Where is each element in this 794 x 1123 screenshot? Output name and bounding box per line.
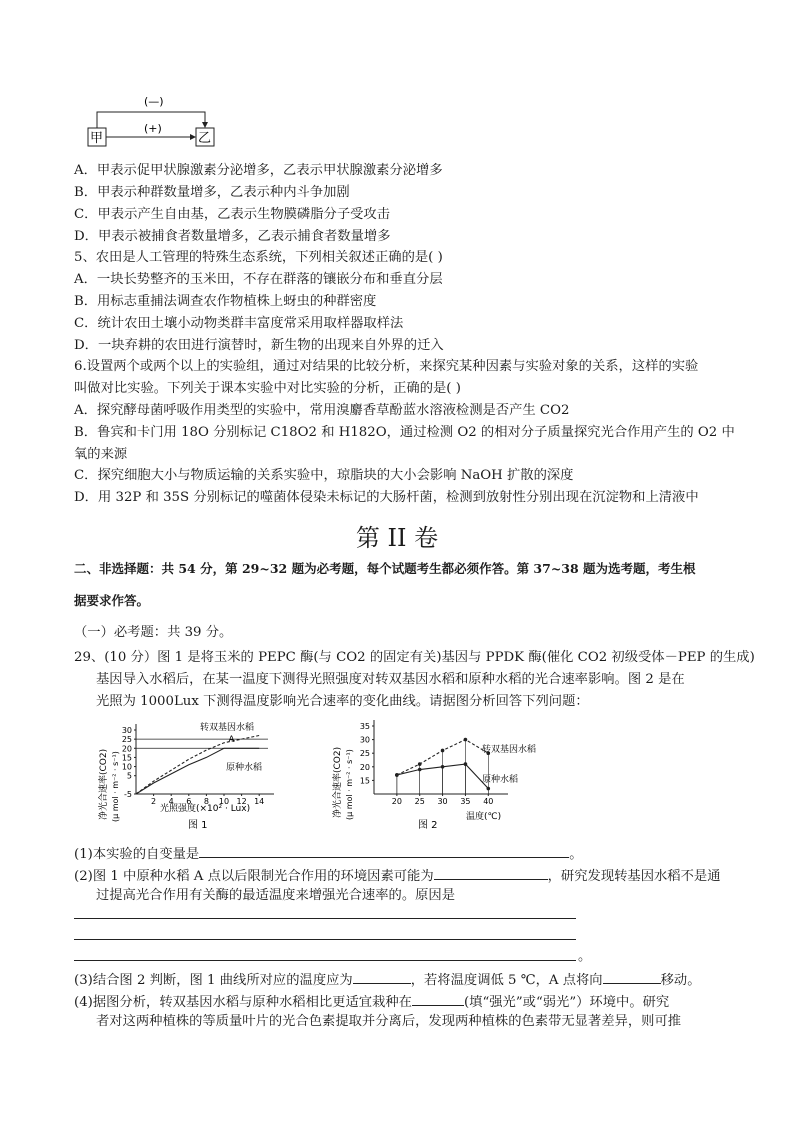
q4-option-d: D．甲表示被捕食者数量增多，乙表示捕食者数量增多 bbox=[74, 229, 391, 244]
y-tick-label: 15 bbox=[121, 753, 132, 763]
q29-stem-1: 29、(10 分）图 1 是将玉米的 PEPC 酶(与 CO2 的固定有关)基因与 PPDK 酶(催化 CO2 初级受体－PEP 的生成) bbox=[74, 650, 755, 665]
y-tick-label: 20 bbox=[359, 762, 370, 772]
x-tick-label: 4 bbox=[168, 797, 174, 806]
x-tick-label: 25 bbox=[414, 797, 425, 806]
q4-option-b: B．甲表示种群数量增多，乙表示种内斗争加剧 bbox=[74, 185, 350, 200]
fig2-xlabel: 温度(℃) bbox=[466, 812, 502, 822]
fig2-yunit: (μ mol · m⁻² · s⁻¹) bbox=[345, 749, 354, 820]
x-tick-label: 6 bbox=[186, 797, 192, 806]
q29-4-text-b: (填“强光”或“弱光”）环境中。研究 bbox=[463, 995, 670, 1010]
q29-3-text-c: 移动。 bbox=[660, 973, 701, 988]
q29-stem-3: 光照为 1000Lux 下测得温度影响光合速率的变化曲线。请据图分析回答下列问题： bbox=[96, 694, 589, 709]
q5-option-b: B．用标志重捕法调查农作物植株上蚜虫的种群密度 bbox=[74, 294, 377, 309]
minus-label: (—) bbox=[144, 95, 164, 108]
q6-stem-2: 叫做对比实验。下列关于课本实验中对比实验的分析，正确的是( ) bbox=[74, 381, 461, 396]
y-tick-label: 10 bbox=[121, 762, 132, 772]
fig2-caption: 图 2 bbox=[418, 820, 438, 831]
q5-stem: 5、农田是人工管理的特殊生态系统，下列相关叙述正确的是( ) bbox=[74, 250, 443, 265]
feedback-diagram bbox=[86, 92, 226, 150]
q29-2-answer-line-1[interactable] bbox=[74, 917, 576, 919]
y-tick-label: 25 bbox=[359, 749, 370, 759]
section-title: 第 II 卷 bbox=[355, 524, 439, 552]
figure-2-chart bbox=[326, 716, 556, 834]
y-tick-label: 30 bbox=[359, 735, 370, 745]
q29-4-text-a: (4)据图分析，转双基因水稻与原种水稻相比更适宜栽种在 bbox=[74, 995, 412, 1010]
q29-2-blank[interactable] bbox=[434, 865, 548, 880]
arrow-plus-head bbox=[190, 134, 196, 140]
box-jia-label: 甲 bbox=[90, 131, 104, 146]
q29-3-blank-1[interactable] bbox=[353, 969, 411, 984]
q29-2-answer-line-2[interactable] bbox=[74, 938, 576, 940]
q29-2-end: 。 bbox=[578, 949, 592, 964]
y-tick-label: -5 bbox=[124, 790, 132, 799]
x-tick-label: 40 bbox=[483, 797, 494, 806]
y-tick-label: 20 bbox=[121, 744, 132, 754]
series-label-1: 转双基因水稻 bbox=[482, 745, 537, 755]
point-a-label: A bbox=[228, 734, 235, 745]
q29-4-blank[interactable] bbox=[412, 991, 464, 1006]
q29-3-blank-2[interactable] bbox=[603, 969, 661, 984]
q29-stem-2: 基因导入水稻后，在某一温度下测得光照强度对转双基因水稻和原种水稻的光合速率影响。图 2 是在 bbox=[96, 672, 685, 687]
x-tick-label: 2 bbox=[151, 797, 157, 806]
q6-option-c: C．探究细胞大小与物质运输的关系实验中，琼脂块的大小会影响 NaOH 扩散的深度 bbox=[74, 468, 574, 483]
q29-4 bbox=[74, 991, 669, 1012]
x-tick-label: 20 bbox=[391, 797, 402, 806]
fig1-caption: 图 1 bbox=[188, 820, 208, 831]
q29-2-text-a: (2)图 1 中原种水稻 A 点以后限制光合作用的环境因素可能为 bbox=[74, 869, 434, 884]
required-label: （一）必考题：共 39 分。 bbox=[74, 625, 233, 640]
fig1-yunit: (μ mol · m⁻² · s⁻¹) bbox=[111, 751, 120, 822]
q5-option-c: C．统计农田土壤小动物类群丰富度常采用取样器取样法 bbox=[74, 316, 404, 331]
fig2-ylabel: 净光合速率(CO2) bbox=[333, 746, 343, 818]
x-tick-label: 8 bbox=[203, 797, 209, 806]
fig1-ylabel: 净光合速率(CO2) bbox=[99, 748, 109, 820]
q29-2 bbox=[74, 865, 721, 886]
q6-option-b-cont: 氧的来源 bbox=[74, 447, 128, 462]
x-tick-label: 10 bbox=[218, 797, 230, 806]
q4-option-a: A．甲表示促甲状腺激素分泌增多，乙表示甲状腺激素分泌增多 bbox=[74, 163, 443, 178]
series-label-2: 原种水稻 bbox=[226, 763, 263, 773]
fig1-xlabel: 光照强度(×10² · Lux) bbox=[160, 804, 251, 814]
q5-option-d: D．一块弃耕的农田进行演替时，新生物的出现来自外界的迁入 bbox=[74, 338, 444, 353]
q29-1-end: 。 bbox=[569, 847, 583, 862]
q29-3-text-b: ，若将温度调低 5 ℃，A 点将向 bbox=[410, 973, 603, 988]
q29-1-text: (1)本实验的自变量是 bbox=[74, 847, 200, 862]
section-instructions-2: 据要求作答。 bbox=[74, 593, 150, 608]
q4-option-c: C．甲表示产生自由基，乙表示生物膜磷脂分子受攻击 bbox=[74, 207, 391, 222]
q29-1 bbox=[74, 843, 583, 864]
y-tick-label: 35 bbox=[359, 722, 370, 731]
plus-label: (+) bbox=[144, 122, 162, 135]
q6-option-a: A．探究酵母菌呼吸作用类型的实验中，常用溴麝香草酚蓝水溶液检测是否产生 CO2 bbox=[74, 403, 570, 418]
box-yi-label: 乙 bbox=[198, 131, 212, 146]
x-tick-label: 12 bbox=[236, 797, 247, 806]
section-instructions-1: 二、非选择题：共 54 分，第 29~32 题为必考题，每个试题考生都必须作答。第 37~38 题为选考题，考生根 bbox=[74, 561, 696, 576]
x-tick-label: 30 bbox=[437, 797, 448, 806]
y-tick-label: 15 bbox=[359, 776, 370, 786]
q29-2-cont: 过提高光合作用有关酶的最适温度来增强光合速率的。原因是 bbox=[96, 888, 456, 903]
q29-3-text-a: (3)结合图 2 判断，图 1 曲线所对应的温度应为 bbox=[74, 973, 353, 988]
series-label-2: 原种水稻 bbox=[482, 775, 519, 785]
q6-option-b: B．鲁宾和卡门用 18O 分别标记 C18O2 和 H182O，通过检测 O2 的相对分子质量探究光合作用产生的 O2 中 bbox=[74, 425, 735, 440]
q29-3 bbox=[74, 969, 701, 990]
series-label-1: 转双基因水稻 bbox=[200, 723, 255, 733]
q29-2-text-b: ，研究发现转基因水稻不是通 bbox=[547, 869, 721, 884]
figure-1-chart bbox=[88, 716, 288, 834]
q6-option-d: D．用 32P 和 35S 分别标记的噬菌体侵染未标记的大肠杆菌，检测到放射性分别出现在沉淀物和上清液中 bbox=[74, 490, 699, 505]
q29-4-cont: 者对这两种植株的等质量叶片的光合色素提取并分离后，发现两种植株的色素带无显著差异，则可推 bbox=[96, 1014, 682, 1029]
figure-2-plot bbox=[360, 720, 536, 806]
q29-2-answer-line-3[interactable] bbox=[74, 959, 576, 961]
y-tick-label: 25 bbox=[121, 735, 132, 745]
q6-stem-1: 6.设置两个或两个以上的实验组，通过对结果的比较分析，来探究某种因素与实验对象的关系，这样的实验 bbox=[74, 359, 699, 374]
arrow-minus-head bbox=[202, 122, 208, 128]
figure-1-plot bbox=[122, 721, 274, 806]
q5-option-a: A．一块长势整齐的玉米田，不存在群落的镶嵌分布和垂直分层 bbox=[74, 272, 443, 287]
y-tick-label: 30 bbox=[121, 726, 132, 735]
q29-1-blank[interactable] bbox=[199, 843, 569, 858]
x-tick-label: 35 bbox=[460, 797, 471, 806]
y-tick-label: 5 bbox=[126, 771, 132, 781]
x-tick-label: 14 bbox=[254, 797, 265, 806]
